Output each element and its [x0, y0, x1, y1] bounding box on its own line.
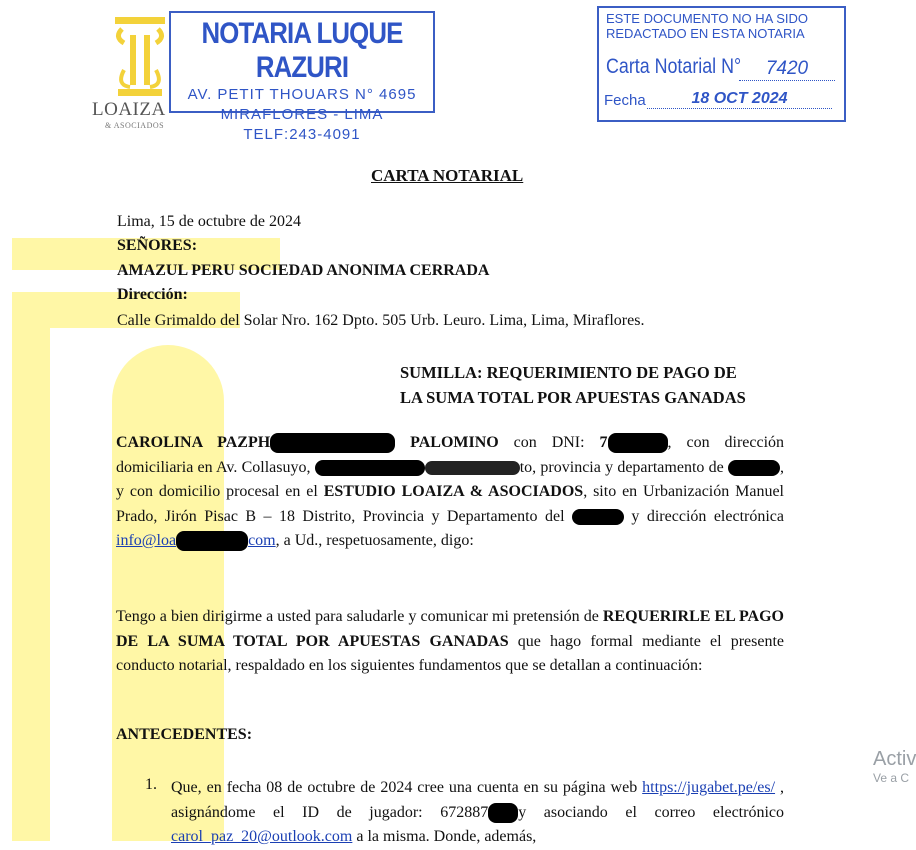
redaction-block — [425, 461, 520, 475]
registry-number-value: 7420 — [739, 58, 835, 81]
website-link[interactable]: https://jugabet.pe/es/ — [642, 779, 776, 796]
item1-text-3: y asociando el correo electrónico — [518, 803, 784, 821]
registry-date-value: 18 OCT 2024 — [647, 90, 832, 109]
firm-email-start: info@loa — [116, 532, 177, 549]
recipient-address: Calle Grimaldo del Solar Nro. 162 Dpto. 505 Urb. Leuro. Lima, Lima, Miraflores. — [117, 312, 645, 329]
intro-text-2: to, provincia y departamento de — [519, 458, 728, 476]
body-bold-request: REQUERIRLE EL PAGO DE LA SUMA TOTAL POR APUESTAS GANADAS — [116, 608, 785, 650]
redaction-block — [488, 803, 518, 823]
date-line: Lima, 15 de octubre de 2024 — [117, 213, 301, 230]
registry-stamp-header-line2: REDACTADO EN ESTA NOTARIA — [606, 26, 805, 41]
address-label: Dirección: — [117, 286, 188, 303]
activation-watermark — [873, 748, 916, 785]
registry-number-label: Carta Notarial N° — [606, 55, 742, 78]
notary-stamp-phone: TELF:243-4091 — [243, 126, 361, 143]
body-paragraph — [116, 605, 784, 679]
document-title: CARTA NOTARIAL — [371, 166, 524, 185]
client-name-start: CAROLINA PAZPH — [116, 434, 271, 451]
intro-text-1: , con dirección domiciliaria en Av. Collasuyo, — [116, 434, 785, 476]
redaction-block — [572, 509, 624, 525]
redaction-block — [608, 433, 668, 453]
logo-subtitle: & ASOCIADOS — [105, 121, 165, 130]
redaction-block — [270, 433, 395, 453]
notary-stamp-title: NOTARIA LUQUE RAZURI — [201, 17, 403, 84]
item1-text-1: Que, en fecha 08 de octubre de 2024 cree una cuenta en su página web — [171, 779, 643, 796]
list-item-number: 1. — [145, 776, 157, 793]
dni-start: 7 — [599, 434, 608, 451]
body-text-2: que hago formal mediante el presente conducto notarial, respaldado en los siguientes fundamentos que se detallan a continuación: — [116, 632, 785, 674]
client-email-link[interactable]: carol_paz_20@outlook.com — [171, 828, 353, 845]
intro-text-3: , y con domicilio procesal en el — [116, 458, 784, 500]
sumilla — [400, 360, 785, 410]
law-firm-name: ESTUDIO LOAIZA & ASOCIADOS — [323, 483, 584, 500]
notary-stamp-district: MIRAFLORES - LIMA — [220, 106, 384, 123]
sumilla-line1: SUMILLA: REQUERIMIENTO DE PAGO DE — [400, 363, 737, 382]
item1-text-4: a la misma. Donde, además, — [352, 828, 537, 845]
recipient-name: AMAZUL PERU SOCIEDAD ANONIMA CERRADA — [117, 262, 490, 279]
section-title: ANTECEDENTES: — [116, 726, 253, 743]
intro-text-6: , a Ud., respetuosamente, digo: — [275, 532, 474, 549]
list-item — [171, 776, 784, 850]
firm-email-link[interactable] — [116, 532, 276, 549]
salutation: SEÑORES: — [117, 237, 198, 254]
intro-paragraph — [116, 431, 784, 554]
item1-text-2: , asignándome el ID de jugador: 672887 — [171, 779, 785, 821]
client-name-end: PALOMINO — [410, 434, 499, 451]
redaction-block — [176, 531, 248, 551]
body-text-1: Tengo a bien dirigirme a usted para saludarle y comunicar mi pretensión de — [116, 608, 603, 625]
firm-email-end: com — [248, 532, 276, 549]
registry-stamp-header-line1: ESTE DOCUMENTO NO HA SIDO — [606, 11, 809, 26]
logo-name: LOAIZA — [92, 99, 166, 120]
intro-text-4: , sito en Urbanización Manuel Prado, Jirón Pisac B – 18 Distrito, Provincia y Departamento del — [116, 483, 784, 525]
registry-date-label: Fecha — [604, 92, 646, 109]
intro-text-5: y dirección electrónica — [623, 507, 784, 525]
sumilla-line2: LA SUMA TOTAL POR APUESTAS GANADAS — [400, 388, 746, 407]
redaction-block — [728, 460, 780, 476]
activation-line2: Ve a C — [873, 771, 910, 785]
redaction-block — [315, 460, 425, 476]
notary-stamp-address: AV. PETIT THOUARS N° 4695 — [187, 86, 417, 103]
dni-label: con DNI: — [498, 434, 600, 451]
activation-line1: Activ — [873, 748, 916, 770]
